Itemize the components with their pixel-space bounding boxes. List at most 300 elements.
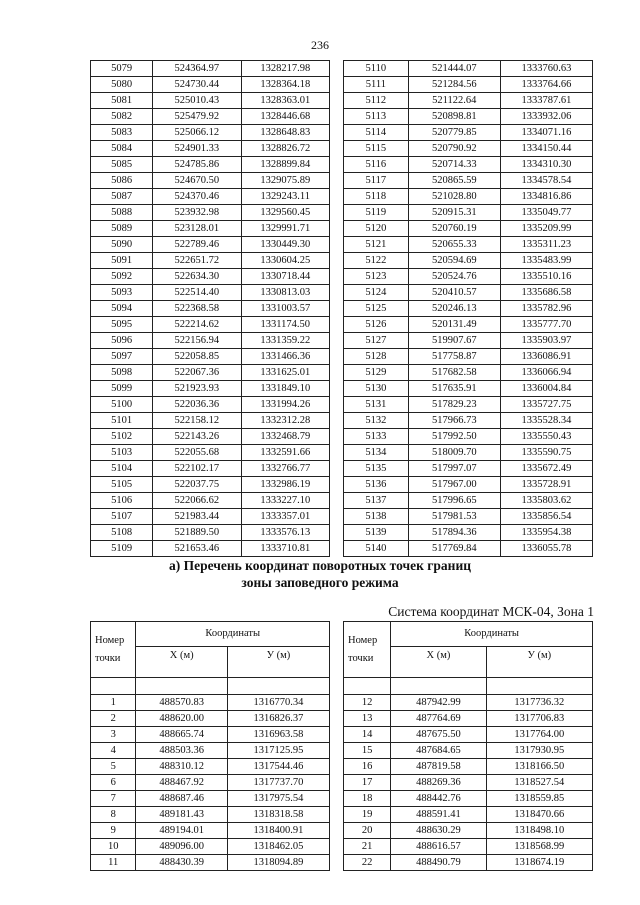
header-coordinates: Координаты	[136, 622, 330, 647]
point-number-cell: 5119	[344, 205, 409, 221]
point-number-cell: 5103	[91, 445, 153, 461]
point-number-cell: 3	[91, 727, 136, 743]
x-coordinate-cell: 522102.17	[153, 461, 241, 477]
point-number-cell: 5135	[344, 461, 409, 477]
y-coordinate-cell: 1316770.34	[227, 695, 329, 711]
y-coordinate-cell: 1331849.10	[241, 381, 329, 397]
y-coordinate-cell: 1316963.58	[227, 727, 329, 743]
table-row	[344, 61, 593, 77]
point-number-cell: 5128	[344, 349, 409, 365]
x-coordinate-cell: 518009.70	[408, 445, 500, 461]
point-number-cell: 5102	[91, 429, 153, 445]
point-number-cell: 5091	[91, 253, 153, 269]
table-row	[91, 541, 330, 557]
y-coordinate-cell: 1318568.99	[486, 839, 592, 855]
x-coordinate-cell: 517981.53	[408, 509, 500, 525]
point-number-cell: 5114	[344, 125, 409, 141]
point-number-cell: 5099	[91, 381, 153, 397]
table-row	[344, 333, 593, 349]
point-number-cell: 4	[91, 743, 136, 759]
table-row	[344, 381, 593, 397]
y-coordinate-cell: 1335311.23	[500, 237, 592, 253]
table-row	[344, 461, 593, 477]
x-coordinate-cell: 523932.98	[153, 205, 241, 221]
header-point-number: Номер точки	[344, 622, 391, 678]
y-coordinate-cell: 1318470.66	[486, 807, 592, 823]
x-coordinate-cell: 489194.01	[136, 823, 228, 839]
page-number: 236	[311, 38, 329, 52]
x-coordinate-cell: 525479.92	[153, 109, 241, 125]
point-number-cell: 5139	[344, 525, 409, 541]
point-number-cell: 5130	[344, 381, 409, 397]
table-row	[91, 791, 330, 807]
x-coordinate-cell: 488665.74	[136, 727, 228, 743]
y-coordinate-cell: 1336004.84	[500, 381, 592, 397]
x-coordinate-cell: 520760.19	[408, 221, 500, 237]
y-coordinate-cell: 1317737.70	[227, 775, 329, 791]
x-coordinate-cell: 517997.07	[408, 461, 500, 477]
table-row	[344, 807, 593, 823]
point-number-cell: 5088	[91, 205, 153, 221]
y-coordinate-cell: 1329991.71	[241, 221, 329, 237]
y-coordinate-cell: 1333357.01	[241, 509, 329, 525]
table-row	[91, 807, 330, 823]
section-heading-line-2: зоны заповедного режима	[241, 575, 399, 590]
y-coordinate-cell: 1335550.43	[500, 429, 592, 445]
point-number-cell: 17	[344, 775, 391, 791]
point-number-cell: 6	[91, 775, 136, 791]
header-y: У (м)	[227, 647, 329, 678]
x-coordinate-cell: 517758.87	[408, 349, 500, 365]
x-coordinate-cell: 521889.50	[153, 525, 241, 541]
point-number-cell: 5079	[91, 61, 153, 77]
point-number-cell: 11	[91, 855, 136, 871]
point-number-cell: 5113	[344, 109, 409, 125]
point-number-cell: 5080	[91, 77, 153, 93]
x-coordinate-cell: 522067.36	[153, 365, 241, 381]
y-coordinate-cell: 1335777.70	[500, 317, 592, 333]
point-number-cell: 5090	[91, 237, 153, 253]
table-row	[344, 711, 593, 727]
table-row	[344, 775, 593, 791]
y-coordinate-cell: 1331359.22	[241, 333, 329, 349]
point-number-cell: 22	[344, 855, 391, 871]
table-row	[91, 839, 330, 855]
table-row	[91, 397, 330, 413]
point-number-cell: 8	[91, 807, 136, 823]
y-coordinate-cell: 1329560.45	[241, 205, 329, 221]
table-row	[344, 493, 593, 509]
table-row	[344, 221, 593, 237]
y-coordinate-cell: 1330718.44	[241, 269, 329, 285]
x-coordinate-cell: 522037.75	[153, 477, 241, 493]
y-coordinate-cell: 1329075.89	[241, 173, 329, 189]
x-coordinate-cell: 488467.92	[136, 775, 228, 791]
y-coordinate-cell: 1335528.34	[500, 413, 592, 429]
y-coordinate-cell: 1330604.25	[241, 253, 329, 269]
x-coordinate-cell: 524364.97	[153, 61, 241, 77]
x-coordinate-cell: 488430.39	[136, 855, 228, 871]
table-row	[91, 173, 330, 189]
table-row	[344, 791, 593, 807]
table-row	[344, 141, 593, 157]
table-row	[344, 253, 593, 269]
x-coordinate-cell: 517635.91	[408, 381, 500, 397]
x-coordinate-cell: 522368.58	[153, 301, 241, 317]
table-row	[91, 141, 330, 157]
table-row	[91, 509, 330, 525]
header-coordinates: Координаты	[391, 622, 593, 647]
point-number-cell: 7	[91, 791, 136, 807]
point-number-cell: 19	[344, 807, 391, 823]
table-row	[91, 125, 330, 141]
x-coordinate-cell: 520246.13	[408, 301, 500, 317]
coordinates-table-top-left	[90, 60, 330, 557]
y-coordinate-cell: 1318674.19	[486, 855, 592, 871]
table-row	[91, 727, 330, 743]
y-coordinate-cell: 1335954.38	[500, 525, 592, 541]
x-coordinate-cell: 488591.41	[391, 807, 486, 823]
y-coordinate-cell: 1330813.03	[241, 285, 329, 301]
table-row	[91, 759, 330, 775]
table-row	[344, 237, 593, 253]
table-row	[344, 429, 593, 445]
y-coordinate-cell: 1331174.50	[241, 317, 329, 333]
point-number-cell: 5138	[344, 509, 409, 525]
point-number-cell: 5140	[344, 541, 409, 557]
y-coordinate-cell: 1318462.05	[227, 839, 329, 855]
x-coordinate-cell: 520524.76	[408, 269, 500, 285]
point-number-cell: 5126	[344, 317, 409, 333]
table-row	[344, 269, 593, 285]
y-coordinate-cell: 1329243.11	[241, 189, 329, 205]
x-coordinate-cell: 521923.93	[153, 381, 241, 397]
table-row	[91, 61, 330, 77]
table-row	[344, 397, 593, 413]
table-row	[344, 285, 593, 301]
x-coordinate-cell: 517829.23	[408, 397, 500, 413]
y-coordinate-cell: 1328899.84	[241, 157, 329, 173]
y-coordinate-cell: 1335672.49	[500, 461, 592, 477]
table-row	[344, 413, 593, 429]
table-row	[91, 93, 330, 109]
x-coordinate-cell: 522214.62	[153, 317, 241, 333]
table-row	[91, 743, 330, 759]
x-coordinate-cell: 520915.31	[408, 205, 500, 221]
y-coordinate-cell: 1328217.98	[241, 61, 329, 77]
point-number-cell: 5133	[344, 429, 409, 445]
y-coordinate-cell: 1335856.54	[500, 509, 592, 525]
x-coordinate-cell: 488687.46	[136, 791, 228, 807]
y-coordinate-cell: 1333227.10	[241, 493, 329, 509]
table-row	[344, 189, 593, 205]
table-row	[91, 855, 330, 871]
x-coordinate-cell: 517967.00	[408, 477, 500, 493]
point-number-cell: 5097	[91, 349, 153, 365]
y-coordinate-cell: 1331625.01	[241, 365, 329, 381]
x-coordinate-cell: 488620.00	[136, 711, 228, 727]
y-coordinate-cell: 1332986.19	[241, 477, 329, 493]
header-point-number: Номер точки	[91, 622, 136, 678]
table-row	[91, 349, 330, 365]
y-coordinate-cell: 1328363.01	[241, 93, 329, 109]
table-row	[91, 269, 330, 285]
x-coordinate-cell: 522066.62	[153, 493, 241, 509]
point-number-cell: 5100	[91, 397, 153, 413]
table-row	[344, 157, 593, 173]
point-number-cell: 9	[91, 823, 136, 839]
point-number-cell: 21	[344, 839, 391, 855]
x-coordinate-cell: 488503.36	[136, 743, 228, 759]
y-coordinate-cell: 1333764.66	[500, 77, 592, 93]
x-coordinate-cell: 522156.94	[153, 333, 241, 349]
header-x: X (м)	[136, 647, 228, 678]
table-row	[91, 429, 330, 445]
x-coordinate-cell: 525010.43	[153, 93, 241, 109]
table-row	[344, 525, 593, 541]
y-coordinate-cell: 1334150.44	[500, 141, 592, 157]
x-coordinate-cell: 517769.84	[408, 541, 500, 557]
x-coordinate-cell: 487819.58	[391, 759, 486, 775]
x-coordinate-cell: 523128.01	[153, 221, 241, 237]
x-coordinate-cell: 521284.56	[408, 77, 500, 93]
table-row	[344, 173, 593, 189]
table-row	[91, 157, 330, 173]
point-number-cell: 1	[91, 695, 136, 711]
y-coordinate-cell: 1318498.10	[486, 823, 592, 839]
point-number-cell: 5111	[344, 77, 409, 93]
table-row	[91, 525, 330, 541]
x-coordinate-cell: 488616.57	[391, 839, 486, 855]
y-coordinate-cell: 1335903.97	[500, 333, 592, 349]
table-row	[344, 93, 593, 109]
x-coordinate-cell: 525066.12	[153, 125, 241, 141]
y-coordinate-cell: 1318318.58	[227, 807, 329, 823]
x-coordinate-cell: 522651.72	[153, 253, 241, 269]
x-coordinate-cell: 522058.85	[153, 349, 241, 365]
x-coordinate-cell: 489096.00	[136, 839, 228, 855]
x-coordinate-cell: 520898.81	[408, 109, 500, 125]
x-coordinate-cell: 520655.33	[408, 237, 500, 253]
point-number-cell: 5116	[344, 157, 409, 173]
table-row	[344, 695, 593, 711]
x-coordinate-cell: 524670.50	[153, 173, 241, 189]
x-coordinate-cell: 487764.69	[391, 711, 486, 727]
point-number-cell: 5081	[91, 93, 153, 109]
y-coordinate-cell: 1335782.96	[500, 301, 592, 317]
point-number-cell: 5132	[344, 413, 409, 429]
point-number-cell: 5117	[344, 173, 409, 189]
y-coordinate-cell: 1317544.46	[227, 759, 329, 775]
table-row	[344, 477, 593, 493]
point-number-cell: 5082	[91, 109, 153, 125]
point-number-cell: 5094	[91, 301, 153, 317]
point-number-cell: 18	[344, 791, 391, 807]
x-coordinate-cell: 521122.64	[408, 93, 500, 109]
table-row	[91, 775, 330, 791]
point-number-cell: 5107	[91, 509, 153, 525]
table-row	[344, 839, 593, 855]
spacer-row	[91, 678, 330, 695]
y-coordinate-cell: 1317975.54	[227, 791, 329, 807]
point-number-cell: 5096	[91, 333, 153, 349]
x-coordinate-cell: 488570.83	[136, 695, 228, 711]
x-coordinate-cell: 522036.36	[153, 397, 241, 413]
point-number-cell: 5092	[91, 269, 153, 285]
table-row	[344, 317, 593, 333]
x-coordinate-cell: 488442.76	[391, 791, 486, 807]
x-coordinate-cell: 520594.69	[408, 253, 500, 269]
table-row	[344, 823, 593, 839]
x-coordinate-cell: 524901.33	[153, 141, 241, 157]
point-number-cell: 5124	[344, 285, 409, 301]
point-number-cell: 5122	[344, 253, 409, 269]
table-row	[344, 125, 593, 141]
table-row	[344, 77, 593, 93]
x-coordinate-cell: 521653.46	[153, 541, 241, 557]
x-coordinate-cell: 524370.46	[153, 189, 241, 205]
point-number-cell: 5101	[91, 413, 153, 429]
header-y: У (м)	[486, 647, 592, 678]
table-row	[344, 743, 593, 759]
point-number-cell: 5134	[344, 445, 409, 461]
x-coordinate-cell: 522158.12	[153, 413, 241, 429]
point-number-cell: 5108	[91, 525, 153, 541]
x-coordinate-cell: 489181.43	[136, 807, 228, 823]
point-number-cell: 5087	[91, 189, 153, 205]
y-coordinate-cell: 1334816.86	[500, 189, 592, 205]
y-coordinate-cell: 1317736.32	[486, 695, 592, 711]
y-coordinate-cell: 1335728.91	[500, 477, 592, 493]
spacer-row	[344, 678, 593, 695]
point-number-cell: 5105	[91, 477, 153, 493]
y-coordinate-cell: 1335590.75	[500, 445, 592, 461]
table-row	[91, 237, 330, 253]
y-coordinate-cell: 1334310.30	[500, 157, 592, 173]
table-row	[344, 541, 593, 557]
x-coordinate-cell: 488490.79	[391, 855, 486, 871]
point-number-cell: 5131	[344, 397, 409, 413]
point-number-cell: 5093	[91, 285, 153, 301]
point-number-cell: 5120	[344, 221, 409, 237]
point-number-cell: 5110	[344, 61, 409, 77]
point-number-cell: 10	[91, 839, 136, 855]
x-coordinate-cell: 520865.59	[408, 173, 500, 189]
x-coordinate-cell: 487675.50	[391, 727, 486, 743]
point-number-cell: 5083	[91, 125, 153, 141]
y-coordinate-cell: 1335510.16	[500, 269, 592, 285]
y-coordinate-cell: 1328446.68	[241, 109, 329, 125]
point-number-cell: 5085	[91, 157, 153, 173]
y-coordinate-cell: 1317125.95	[227, 743, 329, 759]
x-coordinate-cell: 517682.58	[408, 365, 500, 381]
table-row	[344, 365, 593, 381]
y-coordinate-cell: 1318094.89	[227, 855, 329, 871]
x-coordinate-cell: 520714.33	[408, 157, 500, 173]
y-coordinate-cell: 1328826.72	[241, 141, 329, 157]
y-coordinate-cell: 1334578.54	[500, 173, 592, 189]
coordinate-system-label: Система координат МСК-04, Зона 1	[388, 604, 594, 619]
x-coordinate-cell: 519907.67	[408, 333, 500, 349]
boundary-points-table-right	[343, 621, 593, 871]
point-number-cell: 16	[344, 759, 391, 775]
y-coordinate-cell: 1336055.78	[500, 541, 592, 557]
x-coordinate-cell: 487684.65	[391, 743, 486, 759]
y-coordinate-cell: 1332468.79	[241, 429, 329, 445]
y-coordinate-cell: 1336086.91	[500, 349, 592, 365]
y-coordinate-cell: 1330449.30	[241, 237, 329, 253]
y-coordinate-cell: 1328648.83	[241, 125, 329, 141]
table-row	[344, 205, 593, 221]
y-coordinate-cell: 1335049.77	[500, 205, 592, 221]
y-coordinate-cell: 1317930.95	[486, 743, 592, 759]
y-coordinate-cell: 1335803.62	[500, 493, 592, 509]
table-row	[91, 461, 330, 477]
table-row	[91, 285, 330, 301]
y-coordinate-cell: 1334071.16	[500, 125, 592, 141]
x-coordinate-cell: 521028.80	[408, 189, 500, 205]
table-row	[91, 477, 330, 493]
x-coordinate-cell: 521983.44	[153, 509, 241, 525]
y-coordinate-cell: 1318166.50	[486, 759, 592, 775]
x-coordinate-cell: 517996.65	[408, 493, 500, 509]
point-number-cell: 5125	[344, 301, 409, 317]
x-coordinate-cell: 520790.92	[408, 141, 500, 157]
boundary-points-table-left	[90, 621, 330, 871]
table-row	[91, 445, 330, 461]
y-coordinate-cell: 1333710.81	[241, 541, 329, 557]
y-coordinate-cell: 1318400.91	[227, 823, 329, 839]
y-coordinate-cell: 1333932.06	[500, 109, 592, 125]
point-number-cell: 5084	[91, 141, 153, 157]
table-row	[344, 109, 593, 125]
x-coordinate-cell: 520779.85	[408, 125, 500, 141]
table-row	[91, 413, 330, 429]
y-coordinate-cell: 1335209.99	[500, 221, 592, 237]
point-number-cell: 5136	[344, 477, 409, 493]
table-row	[91, 221, 330, 237]
y-coordinate-cell: 1331994.26	[241, 397, 329, 413]
x-coordinate-cell: 521444.07	[408, 61, 500, 77]
x-coordinate-cell: 520410.57	[408, 285, 500, 301]
y-coordinate-cell: 1332766.77	[241, 461, 329, 477]
point-number-cell: 5137	[344, 493, 409, 509]
x-coordinate-cell: 524785.86	[153, 157, 241, 173]
x-coordinate-cell: 522055.68	[153, 445, 241, 461]
table-row	[344, 855, 593, 871]
y-coordinate-cell: 1333787.61	[500, 93, 592, 109]
point-number-cell: 5109	[91, 541, 153, 557]
y-coordinate-cell: 1317706.83	[486, 711, 592, 727]
point-number-cell: 5095	[91, 317, 153, 333]
table-row	[344, 759, 593, 775]
table-row	[91, 333, 330, 349]
y-coordinate-cell: 1331003.57	[241, 301, 329, 317]
table-row	[91, 253, 330, 269]
y-coordinate-cell: 1332591.66	[241, 445, 329, 461]
point-number-cell: 5098	[91, 365, 153, 381]
point-number-cell: 15	[344, 743, 391, 759]
table-row	[91, 381, 330, 397]
table-row	[91, 695, 330, 711]
table-row	[91, 317, 330, 333]
section-heading-line-1: а) Перечень координат поворотных точек границ	[168, 558, 472, 573]
point-number-cell: 5	[91, 759, 136, 775]
y-coordinate-cell: 1335727.75	[500, 397, 592, 413]
header-x: X (м)	[391, 647, 486, 678]
y-coordinate-cell: 1318559.85	[486, 791, 592, 807]
table-row	[344, 727, 593, 743]
